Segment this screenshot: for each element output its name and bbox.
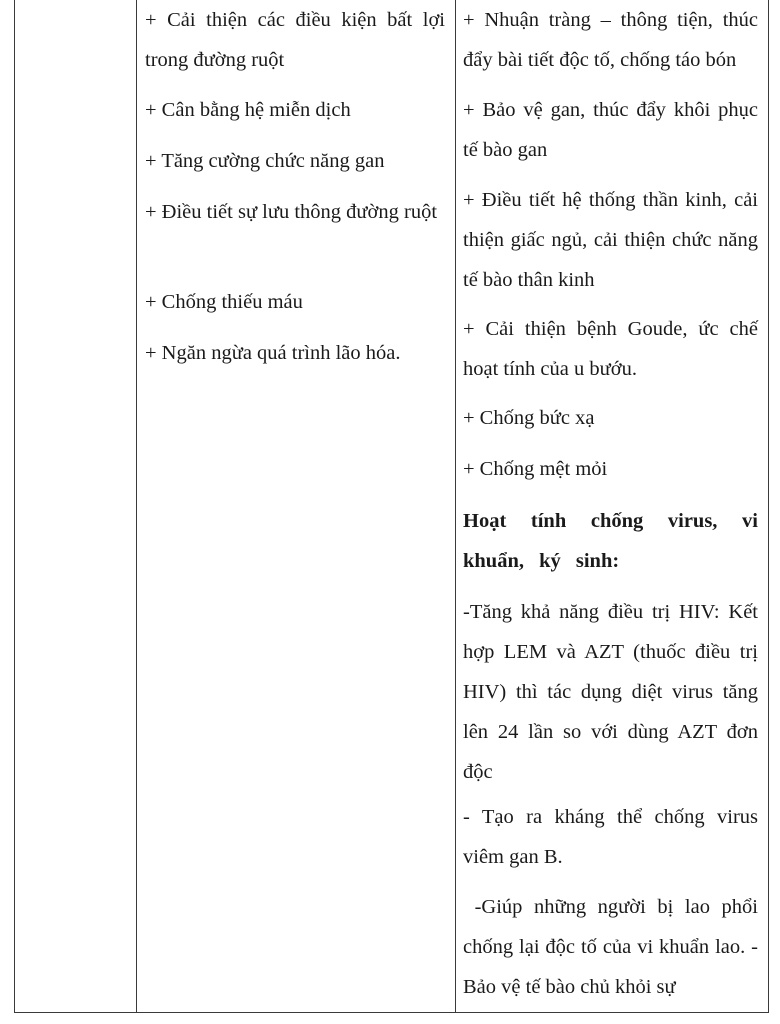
effect-item: + Điều tiết hệ thống thần kinh, cải thiện giấc ngủ, cải thiện chức năng tế bào thân kinh [463,189,758,291]
benefit-item: + Chống thiếu máu [145,291,303,313]
section-heading: Hoạt tính chống virus, vi khuẩn, ký sinh: [463,510,758,572]
effect-item: + Bảo vệ gan, thúc đẩy khôi phục tế bào gan [463,99,758,161]
effect-item: + Chống mệt mỏi [463,458,608,480]
effect-item: + Nhuận tràng – thông tiện, thúc đẩy bài tiết độc tố, chống táo bón [463,9,758,71]
effect-item: + Chống bức xạ [463,407,595,429]
table-border-column-2 [455,0,456,1013]
benefit-item: + Tăng cường chức năng gan [145,150,385,172]
table-border-column-1 [136,0,137,1013]
detail-item: -Giúp những người bị lao phổi chống lại độc tố của vi khuẩn lao. - Bảo vệ tế bào chủ khỏi sự [463,896,764,998]
table-border-right [768,0,769,1013]
table-border-bottom [14,1012,769,1013]
benefit-item: + Điều tiết sự lưu thông đường ruột [145,201,438,223]
benefit-item: + Cải thiện các điều kiện bất lợi trong đường ruột [145,9,445,71]
table-border-left [14,0,15,1013]
detail-item: -Tăng khả năng điều trị HIV: Kết hợp LEM và AZT (thuốc điều trị HIV) thì tác dụng diệt virus tăng lên 24 lần so với dùng AZT đơn độc [463,601,758,783]
benefit-item: + Ngăn ngừa quá trình lão hóa. [145,342,401,364]
detail-item: - Tạo ra kháng thể chống virus viêm gan B. [463,806,758,868]
benefit-item: + Cân bằng hệ miễn dịch [145,99,351,121]
effect-item: + Cải thiện bệnh Goude, ức chế hoạt tính của u bướu. [463,318,758,380]
